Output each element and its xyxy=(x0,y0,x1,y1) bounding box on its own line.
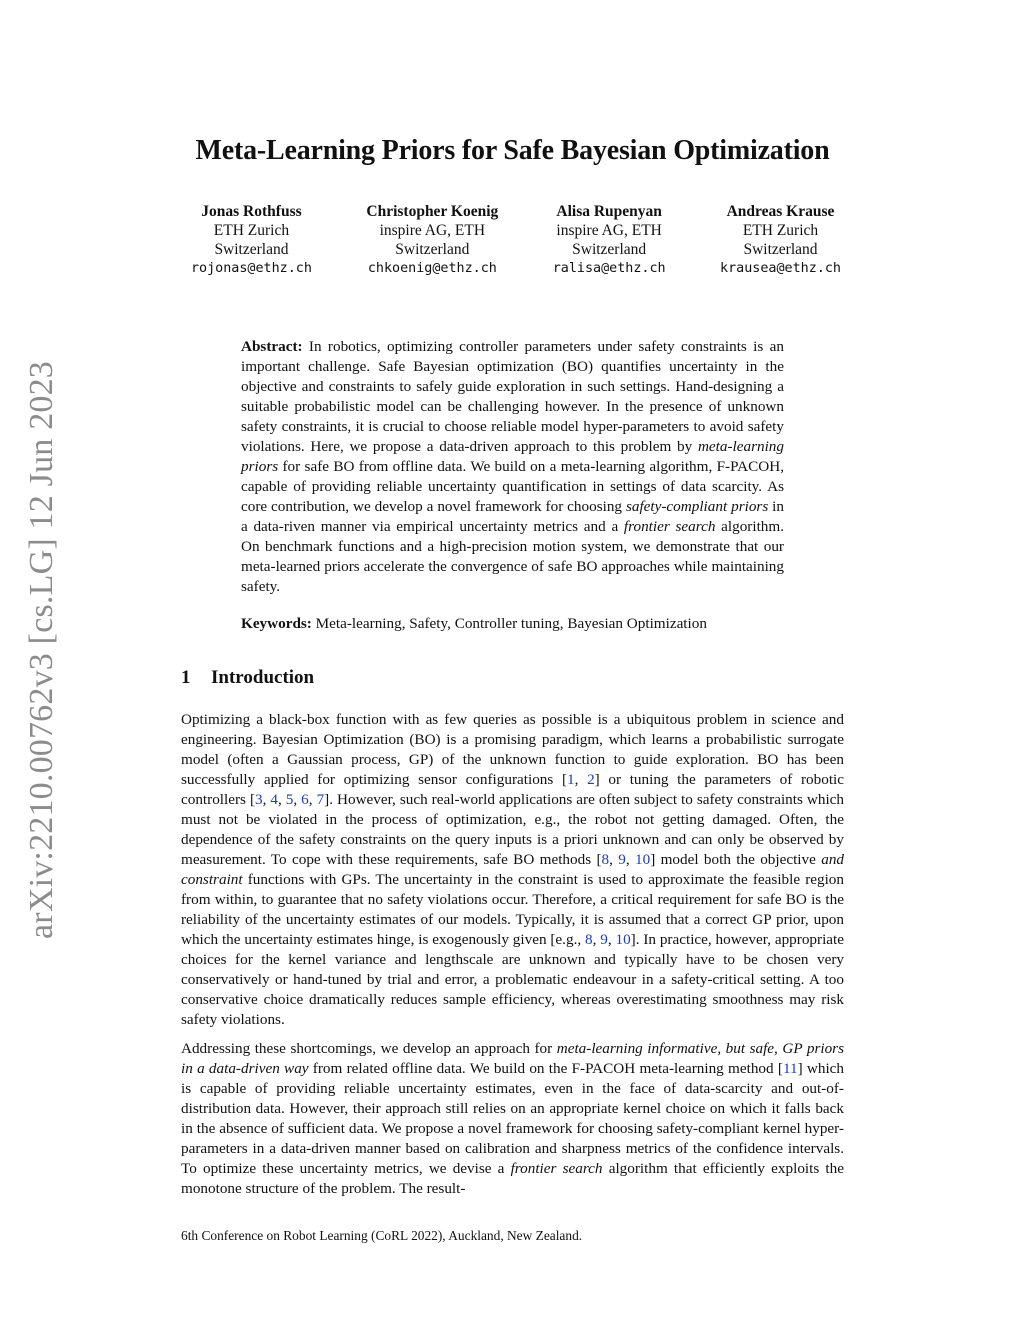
author-block xyxy=(191,202,312,278)
abstract-emphasis: safety-compliant priors xyxy=(625,498,769,515)
abstract-emphasis: meta-learning priors xyxy=(241,438,784,475)
body-text-run: Addressing these shortcomings, we develop an approach for xyxy=(181,1040,557,1057)
author-affiliation: ETH Zurich xyxy=(213,222,290,239)
citation-link[interactable]: 8 xyxy=(601,851,610,868)
keywords xyxy=(241,614,801,634)
author-list xyxy=(191,202,841,278)
citation-link[interactable]: 3 xyxy=(255,791,263,808)
citation-link[interactable]: 1 xyxy=(567,771,575,788)
citation-link[interactable]: 6 xyxy=(301,791,309,808)
body-text-run: , xyxy=(308,791,317,808)
section-number: 1 xyxy=(181,667,191,688)
citation-link[interactable]: 10 xyxy=(615,931,631,948)
body-text-run: , xyxy=(607,931,616,948)
author-email: chkoenig@ethz.ch xyxy=(367,261,497,276)
body-emphasis: meta-learning informative, but safe, GP priors in a data-driven way xyxy=(181,1040,845,1077)
body-text-run: algorithm that efficiently exploits the monotone structure of the problem. The result- xyxy=(181,1160,844,1197)
keywords-label: Keywords: xyxy=(241,615,312,632)
abstract-text: for safe BO from offline data. We build on a meta-learning algorithm, F-PACOH, capable of providing reliable uncertainty quantification in settings of data scarcity. As core contribution, we develop a novel framework for choosing xyxy=(241,458,784,515)
citation-link[interactable]: 11 xyxy=(782,1060,798,1077)
author-country: Switzerland xyxy=(214,241,289,258)
arxiv-identifier-stamp xyxy=(10,360,74,940)
body-text-run: , xyxy=(277,791,286,808)
citation-link[interactable]: 9 xyxy=(618,851,626,868)
citation-link[interactable]: 5 xyxy=(285,791,294,808)
body-text-run: , xyxy=(609,851,619,868)
body-text-run: , xyxy=(592,931,601,948)
author-name: Jonas Rothfuss xyxy=(201,203,302,220)
author-block xyxy=(720,202,841,278)
body-text-run: from related offline data. We build on the F-PACOH meta-learning method [ xyxy=(308,1060,783,1077)
abstract-text: algorithm. On benchmark functions and a high-precision motion system, we demonstrate that our meta-learned priors accelerate the convergence of safe BO approaches while maintaining safety. xyxy=(241,518,784,595)
author-affiliation: ETH Zurich xyxy=(742,222,819,239)
introduction-body xyxy=(181,710,844,1208)
citation-link[interactable]: 9 xyxy=(600,931,608,948)
section-heading-introduction xyxy=(181,667,314,689)
abstract-label: Abstract: xyxy=(241,338,303,355)
arxiv-identifier-text: arXiv:2210.00762v3 [cs.LG] 12 Jun 2023 xyxy=(23,361,61,939)
body-text-run: , xyxy=(262,791,271,808)
citation-link[interactable]: 2 xyxy=(587,771,595,788)
author-block xyxy=(366,202,498,278)
author-country: Switzerland xyxy=(395,241,470,258)
body-text-run: ] which is capable of providing reliable uncertainty estimates, even in the face of data-scarcity and out-of-distribution data. However, their approach still relies on an appropriate kernel choice on which it falls back in the absence of sufficient data. We propose a novel framework for choosing safety-compliant kernel hyper-parameters in a data-driven manner based on calibration and sharpness metrics of the confidence intervals. To optimize these uncertainty metrics, we devise a xyxy=(181,1060,845,1177)
author-email: rojonas@ethz.ch xyxy=(191,261,312,276)
keywords-text: Meta-learning, Safety, Controller tuning, Bayesian Optimization xyxy=(311,615,707,632)
abstract-emphasis: frontier search xyxy=(623,518,716,535)
body-paragraph xyxy=(181,1039,844,1199)
body-text-run: ]. In practice, however, appropriate choices for the kernel variance and lengthscale are unknown and typically have to be chosen very conservatively or hand-tuned by trial and error, a problematic endeavour in a safety-critical setting. A too conservative choice dramatically reduces sample efficiency, whereas overestimating smoothness may risk safety violations. xyxy=(181,931,844,1028)
author-name: Andreas Krause xyxy=(726,203,835,220)
body-emphasis: frontier search xyxy=(510,1160,603,1177)
abstract-paragraph xyxy=(241,337,784,597)
author-block xyxy=(553,202,666,278)
author-affiliation: inspire AG, ETH xyxy=(379,222,486,239)
abstract xyxy=(241,337,784,597)
citation-link[interactable]: 10 xyxy=(635,851,651,868)
abstract-text: in a data-riven manner via empirical uncertainty metrics and a xyxy=(241,498,784,535)
citation-link[interactable]: 8 xyxy=(585,931,593,948)
body-text-run: , xyxy=(625,851,636,868)
citation-link[interactable]: 4 xyxy=(270,791,278,808)
body-text-run: ] model both the objective xyxy=(650,851,822,868)
author-email: krausea@ethz.ch xyxy=(720,261,841,276)
body-text-run: ]. However, such real-world applications are often subject to safety constraints which must not be violated in the process of optimization, e.g., the robot not getting damaged. Often, the dependence of the safety constraints on the query inputs is a priori unknown and can only be observed by measurement. To cope with these requirements, safe BO methods [ xyxy=(181,791,845,868)
author-country: Switzerland xyxy=(572,241,647,258)
body-paragraph xyxy=(181,710,844,1030)
conference-footnote: 6th Conference on Robot Learning (CoRL 2022), Auckland, New Zealand. xyxy=(181,1228,583,1243)
abstract-text: In robotics, optimizing controller parameters under safety constraints is an important challenge. Safe Bayesian optimization (BO) quantifies uncertainty in the objective and constraints to safely guide exploration in such settings. Hand-designing a suitable probabilistic model can be challenging however. In the presence of unknown safety constraints, it is crucial to choose reliable model hyper-parameters to avoid safety violations. Here, we propose a data-driven approach to this problem by xyxy=(241,338,784,455)
author-name: Christopher Koenig xyxy=(366,203,499,220)
body-text-run: Optimizing a black-box function with as few queries as possible is a ubiquitous problem in science and engineering. Bayesian Optimization (BO) is a promising paradigm, which learns a probabilistic surrogate model (often a Gaussian process, GP) of the unknown function to guide exploration. BO has been successfully applied for optimizing sensor configurations [ xyxy=(181,711,844,788)
body-text-run: functions with GPs. The uncertainty in the constraint is used to approximate the feasible region from within, to guarantee that no safety violations occur. Therefore, a critical requirement for safe BO is the reliability of the uncertainty estimates of our models. Typically, it is assumed that a correct GP prior, upon which the uncertainty estimates hinge, is exogenously given [e.g., xyxy=(181,871,844,948)
body-text-run: ] or tuning the parameters of robotic controllers [ xyxy=(181,771,845,808)
citation-link[interactable]: 7 xyxy=(316,791,325,808)
section-title: Introduction xyxy=(211,667,315,688)
body-text-run: , xyxy=(574,771,588,788)
body-emphasis: and constraint xyxy=(181,851,844,888)
author-country: Switzerland xyxy=(743,241,818,258)
paper-title: Meta-Learning Priors for Safe Bayesian Optimization xyxy=(195,135,830,166)
author-name: Alisa Rupenyan xyxy=(556,203,662,220)
body-text-run: , xyxy=(293,791,302,808)
author-email: ralisa@ethz.ch xyxy=(552,261,666,276)
author-affiliation: inspire AG, ETH xyxy=(556,222,662,239)
